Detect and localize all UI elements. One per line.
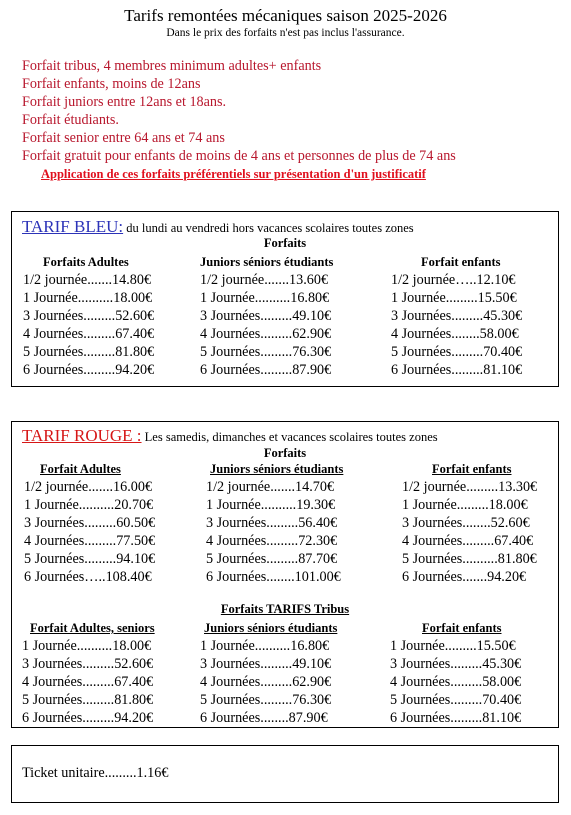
price-row: 3 Journées........52.60€ [402, 515, 530, 531]
price-row: 1 Journée..........16.80€ [200, 638, 330, 654]
price-row: 4 Journées.........67.40€ [22, 674, 154, 690]
price-row: 3 Journées.........49.10€ [200, 308, 332, 324]
price-row: 1 Journée.........18.00€ [402, 497, 528, 513]
price-row: 1/2 journée…..12.10€ [391, 272, 516, 288]
price-row: 1 Journée..........20.70€ [24, 497, 154, 513]
rouge-juniors-column [206, 460, 343, 586]
tarif-rouge-box [11, 421, 559, 728]
price-row: 4 Journées.........67.40€ [402, 533, 534, 549]
tarif-rouge-heading [22, 426, 438, 446]
price-row: 6 Journées.........81.10€ [391, 362, 523, 378]
info-line: Forfait étudiants. [22, 111, 119, 128]
price-row: 6 Journées…..108.40€ [24, 569, 152, 585]
price-row: 5 Journées.........76.30€ [200, 344, 332, 360]
tarif-bleu-box [11, 211, 559, 387]
column-header: Juniors séniors étudiants [200, 255, 334, 269]
bleu-adultes-column [23, 253, 154, 379]
column-header: Forfait Adultes [40, 462, 121, 476]
tribus-adultes-column [22, 619, 155, 727]
tarif-rouge-name: TARIF ROUGE : [22, 426, 142, 445]
tarif-bleu-description: du lundi au vendredi hors vacances scolaires toutes zones [123, 221, 414, 235]
tribus-section-label: Forfaits TARIFS Tribus [220, 602, 350, 616]
price-row: 1 Journée..........18.00€ [22, 638, 152, 654]
bleu-juniors-column [200, 253, 333, 379]
info-line: Forfait enfants, moins de 12ans [22, 75, 201, 92]
price-row: 4 Journées.........67.40€ [23, 326, 155, 342]
price-row: 6 Journées.........87.90€ [200, 362, 332, 378]
page-title: Tarifs remontées mécaniques saison 2025-2026 [124, 6, 447, 25]
rouge-adultes-column [24, 460, 155, 586]
price-row: 1 Journée..........18.00€ [23, 290, 153, 306]
price-row: 6 Journées.........94.20€ [23, 362, 155, 378]
tribus-juniors-column [200, 619, 337, 727]
column-header: Juniors séniors étudiants [204, 621, 338, 635]
column-header: Forfait enfants [422, 621, 502, 635]
price-row: 5 Journées.........81.80€ [22, 692, 154, 708]
price-row: 1/2 journée.......14.70€ [206, 479, 335, 495]
column-header: Forfait enfants [421, 255, 501, 269]
price-row: 5 Journées..........81.80€ [402, 551, 537, 567]
price-row: 1/2 journée.........13.30€ [402, 479, 538, 495]
forfait-info-list [22, 58, 456, 165]
tarif-bleu-heading [22, 217, 414, 237]
tarif-bleu-section-label: Forfaits [263, 236, 307, 250]
price-row: 6 Journées.........81.10€ [390, 710, 522, 726]
info-line: Forfait tribus, 4 membres minimum adultes+ enfants [22, 58, 322, 74]
price-row: 1/2 journée.......13.60€ [200, 272, 329, 288]
price-row: 6 Journées.......94.20€ [402, 569, 527, 585]
price-row: 6 Journées........101.00€ [206, 569, 341, 585]
tarif-bleu-name: TARIF BLEU: [22, 217, 124, 236]
rouge-enfants-column [402, 460, 537, 586]
ticket-unitaire: Ticket unitaire.........1.16€ [22, 765, 169, 781]
info-line: Forfait juniors entre 12ans et 18ans. [22, 93, 227, 110]
price-row: 4 Journées.........62.90€ [200, 674, 332, 690]
tarif-rouge-description: Les samedis, dimanches et vacances scolaires toutes zones [141, 430, 438, 444]
info-line: Forfait gratuit pour enfants de moins de 4 ans et personnes de plus de 74 ans [22, 147, 456, 164]
bleu-enfants-column [391, 253, 522, 379]
ticket-box [11, 745, 559, 803]
price-row: 1/2 journée.......16.00€ [24, 479, 153, 495]
price-row: 3 Journées.........52.60€ [22, 656, 154, 672]
price-row: 6 Journées........87.90€ [200, 710, 328, 726]
price-row: 1 Journée.........15.50€ [390, 638, 516, 654]
price-row: 5 Journées.........87.70€ [206, 551, 338, 567]
price-row: 5 Journées.........76.30€ [200, 692, 332, 708]
column-header: Forfait Adultes, seniors [30, 621, 155, 635]
price-row: 1/2 journée.......14.80€ [23, 272, 152, 288]
price-row: 3 Journées.........60.50€ [24, 515, 156, 531]
price-row: 3 Journées.........56.40€ [206, 515, 338, 531]
price-row: 3 Journées.........52.60€ [23, 308, 155, 324]
price-row: 5 Journées.........70.40€ [390, 692, 522, 708]
price-row: 3 Journées.........45.30€ [390, 656, 522, 672]
price-row: 3 Journées.........49.10€ [200, 656, 332, 672]
column-header: Juniors séniors étudiants [210, 462, 344, 476]
price-row: 3 Journées.........45.30€ [391, 308, 523, 324]
price-row: 5 Journées.........70.40€ [391, 344, 523, 360]
price-row: 4 Journées........58.00€ [391, 326, 519, 342]
price-row: 1 Journée..........16.80€ [200, 290, 330, 306]
price-row: 4 Journées.........62.90€ [200, 326, 332, 342]
price-row: 5 Journées.........81.80€ [23, 344, 155, 360]
justification-notice: Application de ces forfaits préférentiels sur présentation d'un justificatif [41, 167, 426, 181]
price-row: 6 Journées.........94.20€ [22, 710, 154, 726]
tarif-rouge-section-label: Forfaits [263, 446, 307, 460]
price-row: 1 Journée.........15.50€ [391, 290, 517, 306]
price-row: 5 Journées.........94.10€ [24, 551, 156, 567]
column-header: Forfaits Adultes [43, 255, 129, 269]
price-row: 4 Journées.........72.30€ [206, 533, 338, 549]
tribus-enfants-column [390, 619, 521, 727]
insurance-note: Dans le prix des forfaits n'est pas inclus l'assurance. [166, 27, 405, 39]
price-row: 1 Journée..........19.30€ [206, 497, 336, 513]
price-row: 4 Journées.........77.50€ [24, 533, 156, 549]
info-line: Forfait senior entre 64 ans et 74 ans [22, 129, 225, 146]
column-header: Forfait enfants [432, 462, 512, 476]
price-row: 4 Journées.........58.00€ [390, 674, 522, 690]
